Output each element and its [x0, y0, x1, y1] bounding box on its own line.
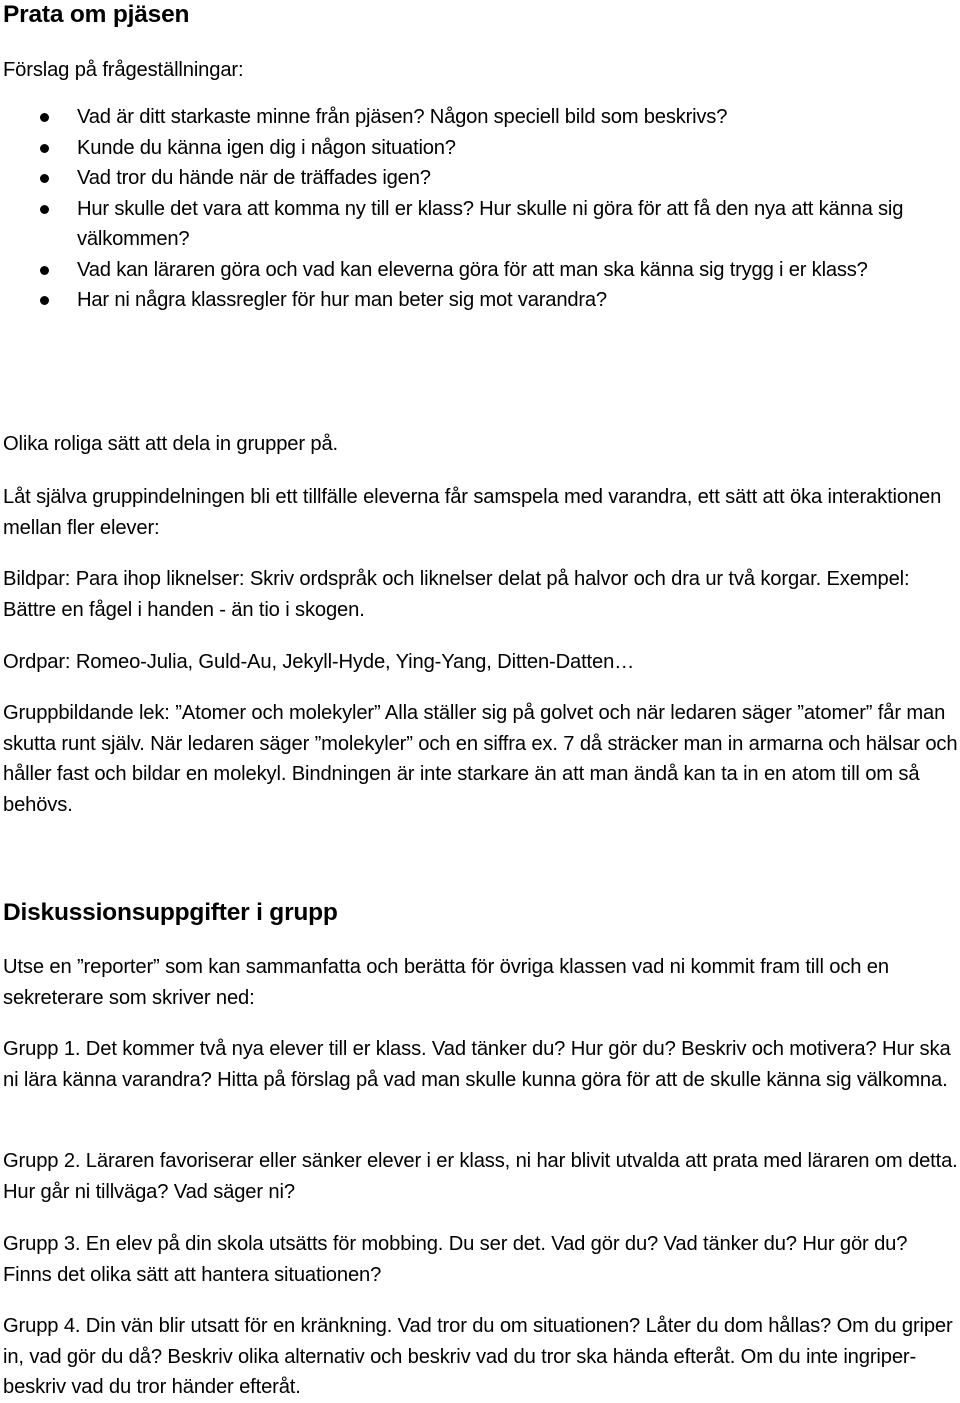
bullet-icon — [40, 144, 49, 153]
ordpar-paragraph: Ordpar: Romeo-Julia, Guld-Au, Jekyll-Hyde, Ying-Yang, Ditten-Datten… — [3, 651, 635, 673]
list-item: Vad är ditt starkaste minne från pjäsen? Någon speciell bild som beskrivs? — [0, 102, 960, 133]
list-item: Vad tror du hände när de träffades igen? — [0, 163, 960, 194]
main-heading: Prata om pjäsen — [3, 1, 190, 28]
bullet-icon — [40, 205, 49, 214]
discussion-heading: Diskussionsuppgifter i grupp — [3, 899, 338, 926]
bullet-icon — [40, 296, 49, 305]
questions-list — [0, 102, 960, 316]
bildpar-paragraph: Bildpar: Para ihop liknelser: Skriv ordspråk och liknelser delat på halvor och dra ur två korgar. Exempel: Bättre en fågel i handen - än tio i skogen. — [3, 568, 910, 621]
task-group-2: Grupp 2. Läraren favoriserar eller sänker elever i er klass, ni har blivit utvalda att prata med läraren om detta. Hur går ni tillväga? Vad säger ni? — [3, 1150, 958, 1203]
gruppbildande-paragraph: Gruppbildande lek: ”Atomer och molekyler” Alla ställer sig på golvet och när ledaren säger ”atomer” får man skutta runt själv. När ledaren säger ”molekyler” och en siffra ex. 7 då sträcker man in armarna och hälsar och håller fast och bildar en molekyl. Bindningen är inte starkare än att man ändå kan ta in en atom till om så behövs. — [3, 702, 958, 816]
list-item: Hur skulle det vara att komma ny till er klass? Hur skulle ni göra för att få den nya att känna sig välkommen? — [0, 194, 960, 255]
task-group-1: Grupp 1. Det kommer två nya elever till er klass. Vad tänker du? Hur gör du? Beskriv och motivera? Hur ska ni lära känna varandra? Hitta på förslag på vad man skulle kunna göra för att de skulle känna sig välkomna. — [3, 1038, 951, 1091]
list-item: Vad kan läraren göra och vad kan eleverna göra för att man ska känna sig trygg i er klass? — [0, 255, 960, 286]
groups-heading: Olika roliga sätt att dela in grupper på. — [3, 433, 338, 455]
discussion-intro: Utse en ”reporter” som kan sammanfatta och berätta för övriga klassen vad ni kommit fram till och en sekreterare som skriver ned: — [3, 956, 889, 1009]
list-item: Kunde du känna igen dig i någon situation? — [0, 133, 960, 164]
task-group-3: Grupp 3. En elev på din skola utsätts för mobbing. Du ser det. Vad gör du? Vad tänker du? Hur gör du? Finns det olika sätt att hantera situationen? — [3, 1233, 908, 1286]
groups-intro: Låt själva gruppindelningen bli ett tillfälle eleverna får samspela med varandra, ett sätt att öka interaktionen mellan fler elever: — [3, 486, 942, 539]
bullet-icon — [40, 113, 49, 122]
list-item: Har ni några klassregler för hur man beter sig mot varandra? — [0, 285, 960, 316]
intro-text: Förslag på frågeställningar: — [3, 59, 244, 81]
task-group-4: Grupp 4. Din vän blir utsatt för en kränkning. Vad tror du om situationen? Låter du dom hållas? Om du griper in, vad gör du då? Beskriv olika alternativ och beskriv vad du tror ska hända efteråt. Om du inte ingriper- beskriv vad du tror händer efteråt. — [3, 1315, 953, 1398]
bullet-icon — [40, 174, 49, 183]
bullet-icon — [40, 266, 49, 275]
